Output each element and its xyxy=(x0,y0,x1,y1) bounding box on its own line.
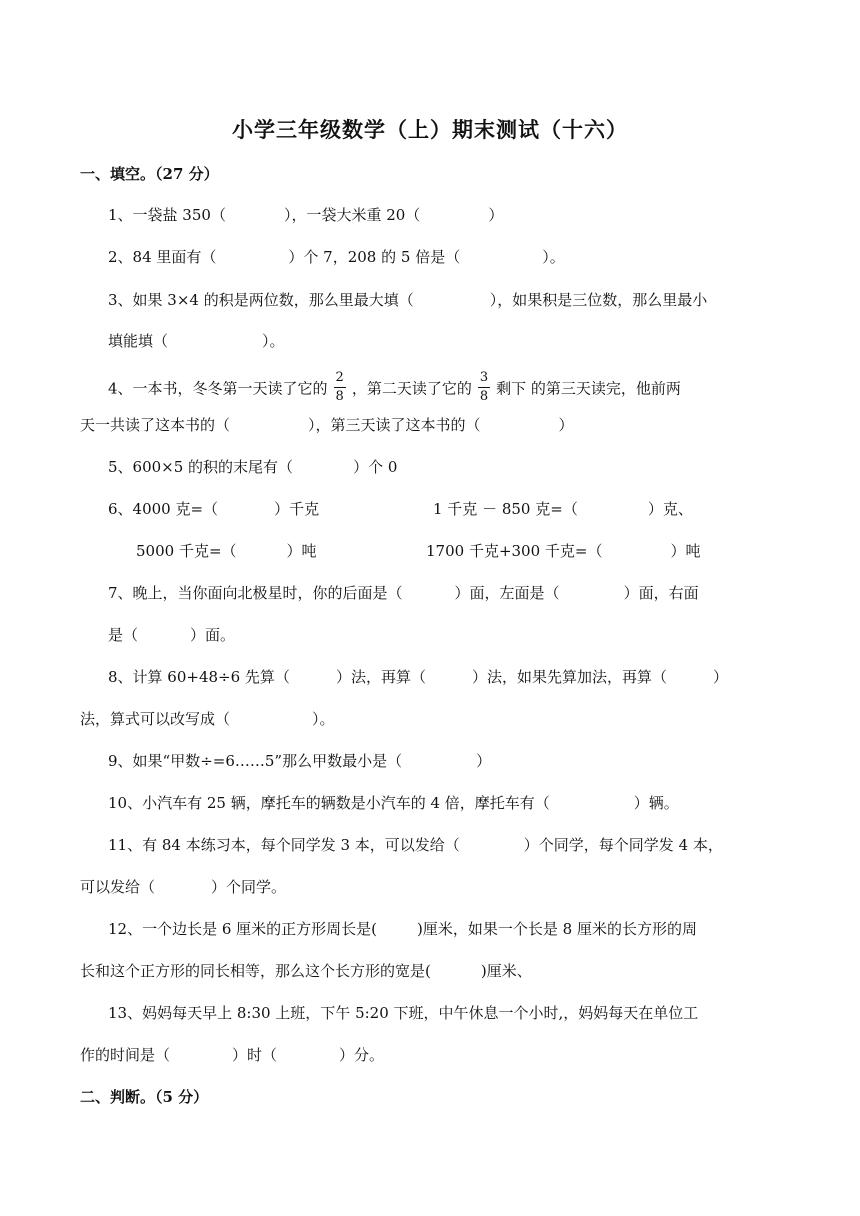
question-13-line-1 xyxy=(108,1003,698,1023)
question-8-line-1 xyxy=(108,667,728,687)
q6-text-b: ）千克 xyxy=(274,500,320,518)
q6-text-h: ）吨 xyxy=(670,542,701,560)
q8-text-b: ）法，再算（ xyxy=(335,668,426,686)
q3-text-a: 3、如果 3×4 的积是两位数，那么里最大填（ xyxy=(108,291,414,309)
q7-text-d: 是（ xyxy=(108,626,139,644)
q13-text-a: 13、妈妈每天早上 8:30 上班，下午 5:20 下班，中午休息一个小时,，妈妈每天在单位工 xyxy=(108,1004,699,1022)
fraction-denominator: 8 xyxy=(335,389,344,404)
question-2 xyxy=(108,247,565,267)
q3-text-b: ），如果积是三位数，那么里最小 xyxy=(489,291,708,309)
q2-text-c: ）。 xyxy=(542,248,565,266)
q9-text-a: 9、如果“甲数÷=6……5”那么甲数最小是（ xyxy=(108,752,403,770)
q12-text-a: 12、一个边长是 6 厘米的正方形周长是( xyxy=(108,920,378,938)
question-5 xyxy=(108,457,397,477)
question-3-line-1 xyxy=(108,290,707,310)
fraction-two-eighths xyxy=(334,370,346,405)
question-7-line-2 xyxy=(108,625,235,645)
question-8-line-2 xyxy=(80,709,335,729)
q1-text-a: 1、一袋盐 350（ xyxy=(108,206,226,224)
question-10 xyxy=(108,793,679,813)
q4-text-d: 天一共读了这本书的（ xyxy=(80,416,231,434)
page-title: 小学三年级数学（上）期末测试（十六） xyxy=(232,117,628,142)
q12-text-b: )厘米，如果一个长是 8 厘米的长方形的周 xyxy=(417,920,697,938)
question-6-line-1 xyxy=(108,499,319,519)
question-4-line-1 xyxy=(108,372,681,407)
q1-text-b: ），一袋大米重 20（ xyxy=(283,206,421,224)
q6-text-e: 5000 千克=（ xyxy=(136,542,237,560)
q6-text-d: ）克、 xyxy=(647,500,693,518)
q10-text-b: ）辆。 xyxy=(633,794,679,812)
q11-text-c: 可以发给（ xyxy=(80,878,156,896)
q3-text-d: ）。 xyxy=(262,332,285,350)
q8-text-f: ）。 xyxy=(312,710,335,728)
q13-text-b: 作的时间是（ xyxy=(80,1046,171,1064)
q11-text-a: 11、有 84 本练习本，每个同学发 3 本，可以发给（ xyxy=(108,836,460,854)
q6-text-g: 1700 千克+300 千克=（ xyxy=(426,542,603,560)
q7-text-c: ）面，右面 xyxy=(623,584,699,602)
q4-text-c: 剩下 的第三天读完，他前两 xyxy=(496,379,681,398)
question-12-line-1 xyxy=(108,919,697,939)
question-3-line-2 xyxy=(108,331,285,351)
question-1 xyxy=(108,205,503,225)
question-6-line-2-right xyxy=(426,541,701,561)
q7-text-e: ）面。 xyxy=(190,626,236,644)
question-9 xyxy=(108,751,491,771)
q8-text-d: ） xyxy=(712,668,728,686)
question-11-line-1 xyxy=(108,835,723,855)
q7-text-b: ）面，左面是（ xyxy=(454,584,560,602)
question-12-line-2 xyxy=(80,961,532,981)
q7-text-a: 7、晚上，当你面向北极星时，你的后面是（ xyxy=(108,584,403,602)
fraction-numerator: 3 xyxy=(479,370,489,385)
q4-text-f: ） xyxy=(558,416,574,434)
q9-text-b: ） xyxy=(476,752,492,770)
q5-text-b: ）个 0 xyxy=(353,458,398,476)
q13-text-d: ）分。 xyxy=(339,1046,385,1064)
question-7-line-1 xyxy=(108,583,699,603)
fraction-denominator: 8 xyxy=(479,389,489,404)
section-1-heading: 一、填空。（27 分） xyxy=(80,165,219,183)
q2-text-b: ）个 7，208 的 5 倍是（ xyxy=(288,248,461,266)
question-6-line-1-right xyxy=(433,499,693,519)
q4-text-a: 4、一本书，冬冬第一天读了它的 xyxy=(108,379,328,398)
q4-text-e: ），第三天读了这本书的（ xyxy=(308,416,481,434)
q2-text-a: 2、84 里面有（ xyxy=(108,248,217,266)
q13-text-c: ）时（ xyxy=(232,1046,278,1064)
section-2-heading: 二、判断。（5 分） xyxy=(80,1088,209,1106)
question-4-line-2 xyxy=(80,415,574,435)
fraction-three-eighths xyxy=(478,370,490,405)
q5-text-a: 5、600×5 的积的末尾有（ xyxy=(108,458,294,476)
fraction-numerator: 2 xyxy=(335,370,344,385)
question-13-line-2 xyxy=(80,1045,384,1065)
question-6-line-2 xyxy=(136,541,317,561)
q12-text-d: )厘米、 xyxy=(480,962,532,980)
q11-text-b: ）个同学，每个同学发 4 本， xyxy=(523,836,723,854)
q11-text-d: ）个同学。 xyxy=(211,878,287,896)
q8-text-e: 法，算式可以改写成（ xyxy=(80,710,231,728)
q6-text-f: ）吨 xyxy=(286,542,317,560)
q8-text-a: 8、计算 60+48÷6 先算（ xyxy=(108,668,290,686)
q10-text-a: 10、小汽车有 25 辆，摩托车的辆数是小汽车的 4 倍，摩托车有（ xyxy=(108,794,550,812)
q1-text-c: ） xyxy=(488,206,504,224)
question-11-line-2 xyxy=(80,877,286,897)
q6-text-a: 6、4000 克=（ xyxy=(108,500,219,518)
q8-text-c: ）法，如果先算加法，再算（ xyxy=(471,668,667,686)
q12-text-c: 长和这个正方形的同长相等，那么这个长方形的宽是( xyxy=(80,962,431,980)
q4-text-b: ，第二天读了它的 xyxy=(351,379,472,398)
q3-text-c: 填能填（ xyxy=(108,332,169,350)
q6-text-c: 1 千克 － 850 克=（ xyxy=(433,500,578,518)
